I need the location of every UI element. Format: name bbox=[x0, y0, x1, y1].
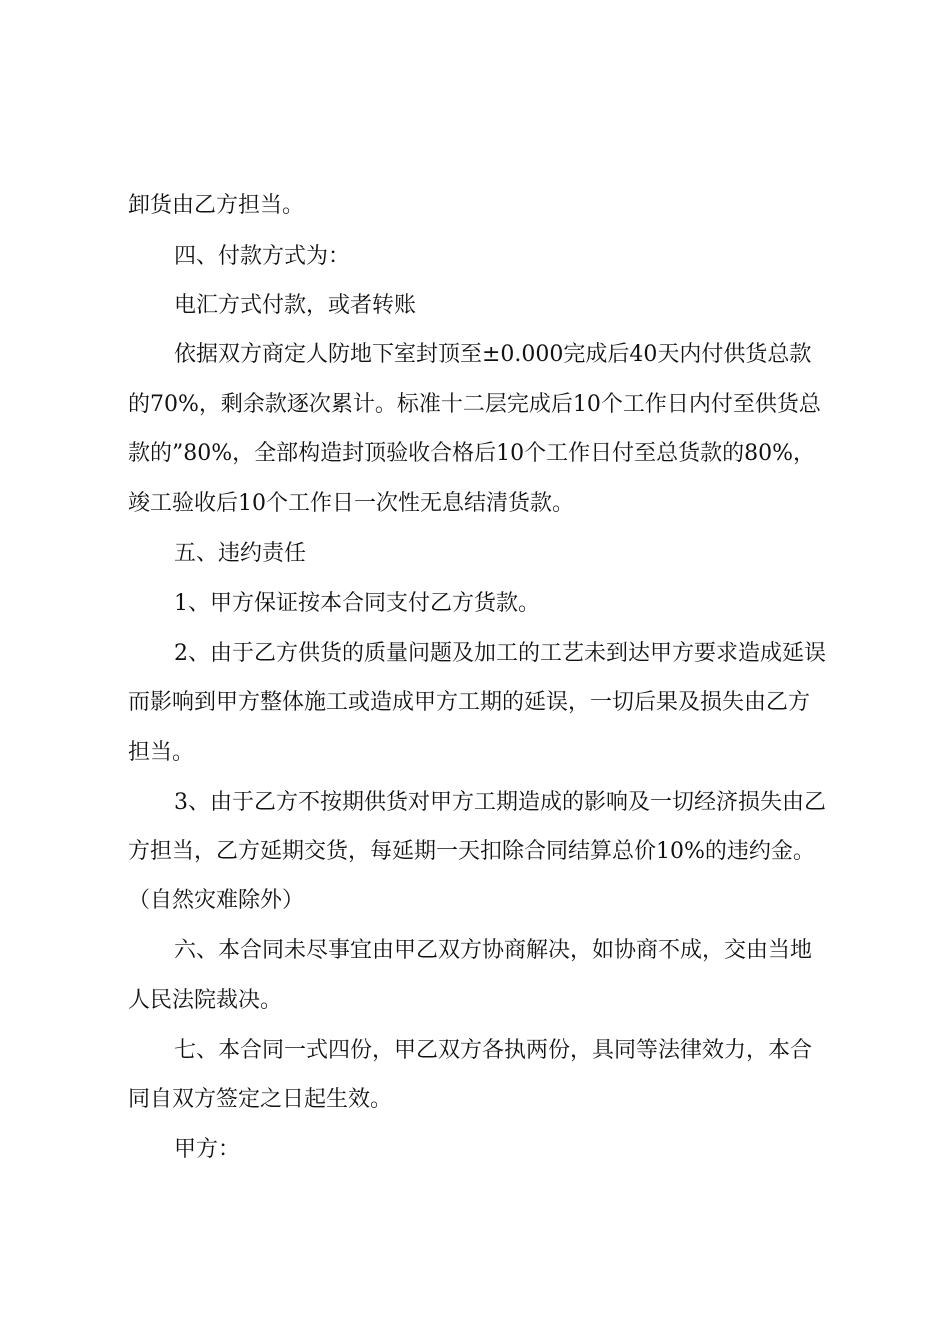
text-line bbox=[0, 240, 950, 274]
text-line bbox=[0, 736, 950, 770]
text-line bbox=[0, 437, 950, 471]
line-text: 同自双方签定之日起生效。 bbox=[128, 1087, 393, 1112]
line-text: 六、本合同未尽事宜由甲乙双方协商解决，如协商不成，交由当地 bbox=[174, 938, 813, 963]
text-line bbox=[0, 686, 950, 720]
text-line bbox=[0, 934, 950, 968]
text-line bbox=[0, 487, 950, 521]
line-text: 甲方： bbox=[174, 1137, 241, 1162]
line-text: 方担当，乙方延期交货，每延期一天扣除合同结算总价10%的违约金。 bbox=[128, 839, 815, 864]
text-line bbox=[0, 338, 950, 372]
line-text: 依据双方商定人防地下室封顶至±0.000完成后40天内付供货总款 bbox=[174, 342, 812, 367]
line-text: 担当。 bbox=[128, 740, 195, 765]
line-text: 而影响到甲方整体施工或造成甲方工期的延误，一切后果及损失由乙方 bbox=[128, 690, 811, 715]
line-text: 2、由于乙方供货的质量问题及加工的工艺未到达甲方要求造成延误 bbox=[174, 641, 826, 666]
line-text: 的70%，剩余款逐次累计。标准十二层完成后10个工作日内付至供货总 bbox=[128, 392, 821, 417]
line-text: 卸货由乙方担当。 bbox=[128, 193, 305, 218]
text-line bbox=[0, 1034, 950, 1068]
line-text: 款的”80%，全部构造封顶验收合格后10个工作日付至总货款的80%， bbox=[128, 441, 816, 466]
text-line bbox=[0, 587, 950, 621]
text-line bbox=[0, 884, 950, 918]
text-line bbox=[0, 835, 950, 869]
line-text: （自然灾难除外） bbox=[128, 888, 305, 913]
line-text: 1、甲方保证按本合同支付乙方货款。 bbox=[174, 591, 540, 616]
text-line bbox=[0, 537, 950, 571]
text-line bbox=[0, 786, 950, 820]
text-line bbox=[0, 289, 950, 323]
text-line bbox=[0, 1083, 950, 1117]
line-text: 电汇方式付款，或者转账 bbox=[174, 293, 417, 318]
text-line bbox=[0, 189, 950, 223]
line-text: 四、付款方式为： bbox=[174, 244, 351, 269]
line-text: 竣工验收后10个工作日一次性无息结清货款。 bbox=[128, 491, 574, 516]
line-text: 七、本合同一式四份，甲乙双方各执两份，具同等法律效力，本合 bbox=[174, 1038, 813, 1063]
line-text: 3、由于乙方不按期供货对甲方工期造成的影响及一切经济损失由乙 bbox=[174, 790, 826, 815]
line-text: 人民法院裁决。 bbox=[128, 988, 283, 1013]
text-line bbox=[0, 1133, 950, 1167]
text-line bbox=[0, 388, 950, 422]
text-line bbox=[0, 984, 950, 1018]
line-text: 五、违约责任 bbox=[174, 541, 307, 566]
text-line bbox=[0, 637, 950, 671]
